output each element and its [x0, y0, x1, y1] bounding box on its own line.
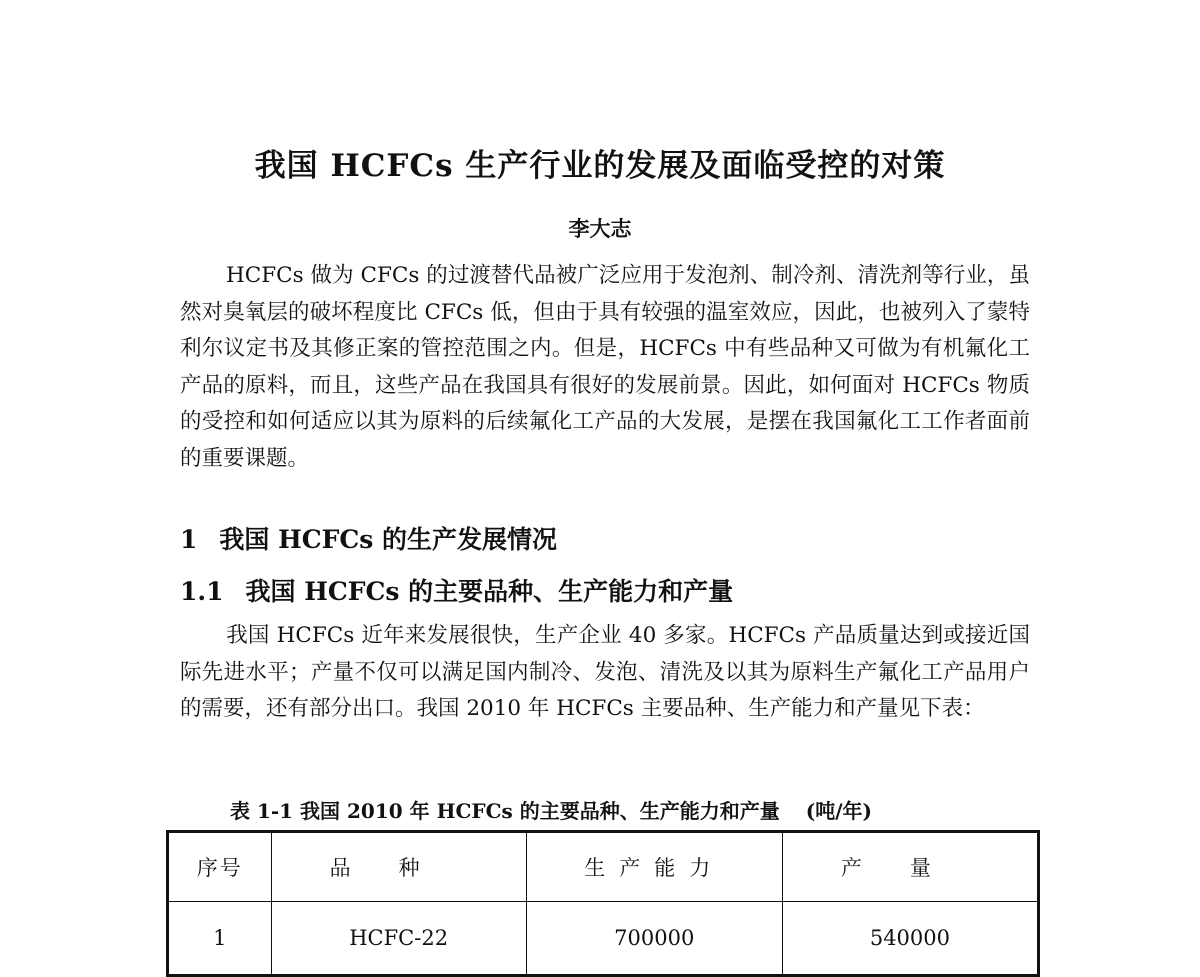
author-name: 李大志	[568, 216, 632, 241]
section-1-1-paragraph	[180, 618, 1030, 728]
cell-index: 1	[168, 902, 272, 976]
section-1-1-number: 1.1	[180, 577, 224, 606]
table-unit: (吨/年)	[805, 799, 872, 823]
header-index: 序号	[168, 832, 272, 902]
section-1-1-text: 我国 HCFCs 近年来发展很快，生产企业 40 多家。HCFCs 产品质量达到或接近国际先进水平；产量不仅可以满足国内制冷、发泡、清洗及以其为原料生产氟化工产品用户的需要，还有部分出口。我国 2010 年 HCFCs 主要品种、生产能力和产量见下表：	[180, 623, 1030, 721]
section-1-1-title: 我国 HCFCs 的主要品种、生产能力和产量	[245, 577, 734, 606]
intro-paragraph	[180, 258, 1030, 477]
table-row	[168, 902, 1039, 976]
cell-output: 540000	[782, 902, 1038, 976]
table-header-row	[168, 832, 1039, 902]
section-1-title: 我国 HCFCs 的生产发展情况	[219, 525, 558, 554]
header-variety: 品种	[271, 832, 526, 902]
header-capacity: 生产能力	[526, 832, 782, 902]
intro-text: HCFCs 做为 CFCs 的过渡替代品被广泛应用于发泡剂、制冷剂、清洗剂等行业，虽然对臭氧层的破坏程度比 CFCs 低，但由于具有较强的温室效应，因此，也被列入了蒙特利尔议定书及其修正案的管控范围之内。但是，HCFCs 中有些品种又可做为有机氟化工产品的原料，而且，这些产品在我国具有很好的发展前景。因此，如何面对 HCFCs 物质的受控和如何适应以其为原料的后续氟化工产品的大发展，是摆在我国氟化工工作者面前的重要课题。	[180, 263, 1030, 471]
header-output: 产量	[782, 832, 1038, 902]
cell-variety: HCFC-22	[271, 902, 526, 976]
data-table	[166, 830, 1040, 977]
table-caption	[230, 795, 872, 824]
cell-capacity: 700000	[526, 902, 782, 976]
paper-title: 我国 HCFCs 生产行业的发展及面临受控的对策	[254, 148, 946, 184]
section-1-number: 1	[180, 525, 198, 554]
table-caption-text: 表 1-1 我国 2010 年 HCFCs 的主要品种、生产能力和产量	[230, 799, 780, 823]
section-1-1-heading	[180, 572, 733, 608]
section-1-heading	[180, 520, 557, 556]
